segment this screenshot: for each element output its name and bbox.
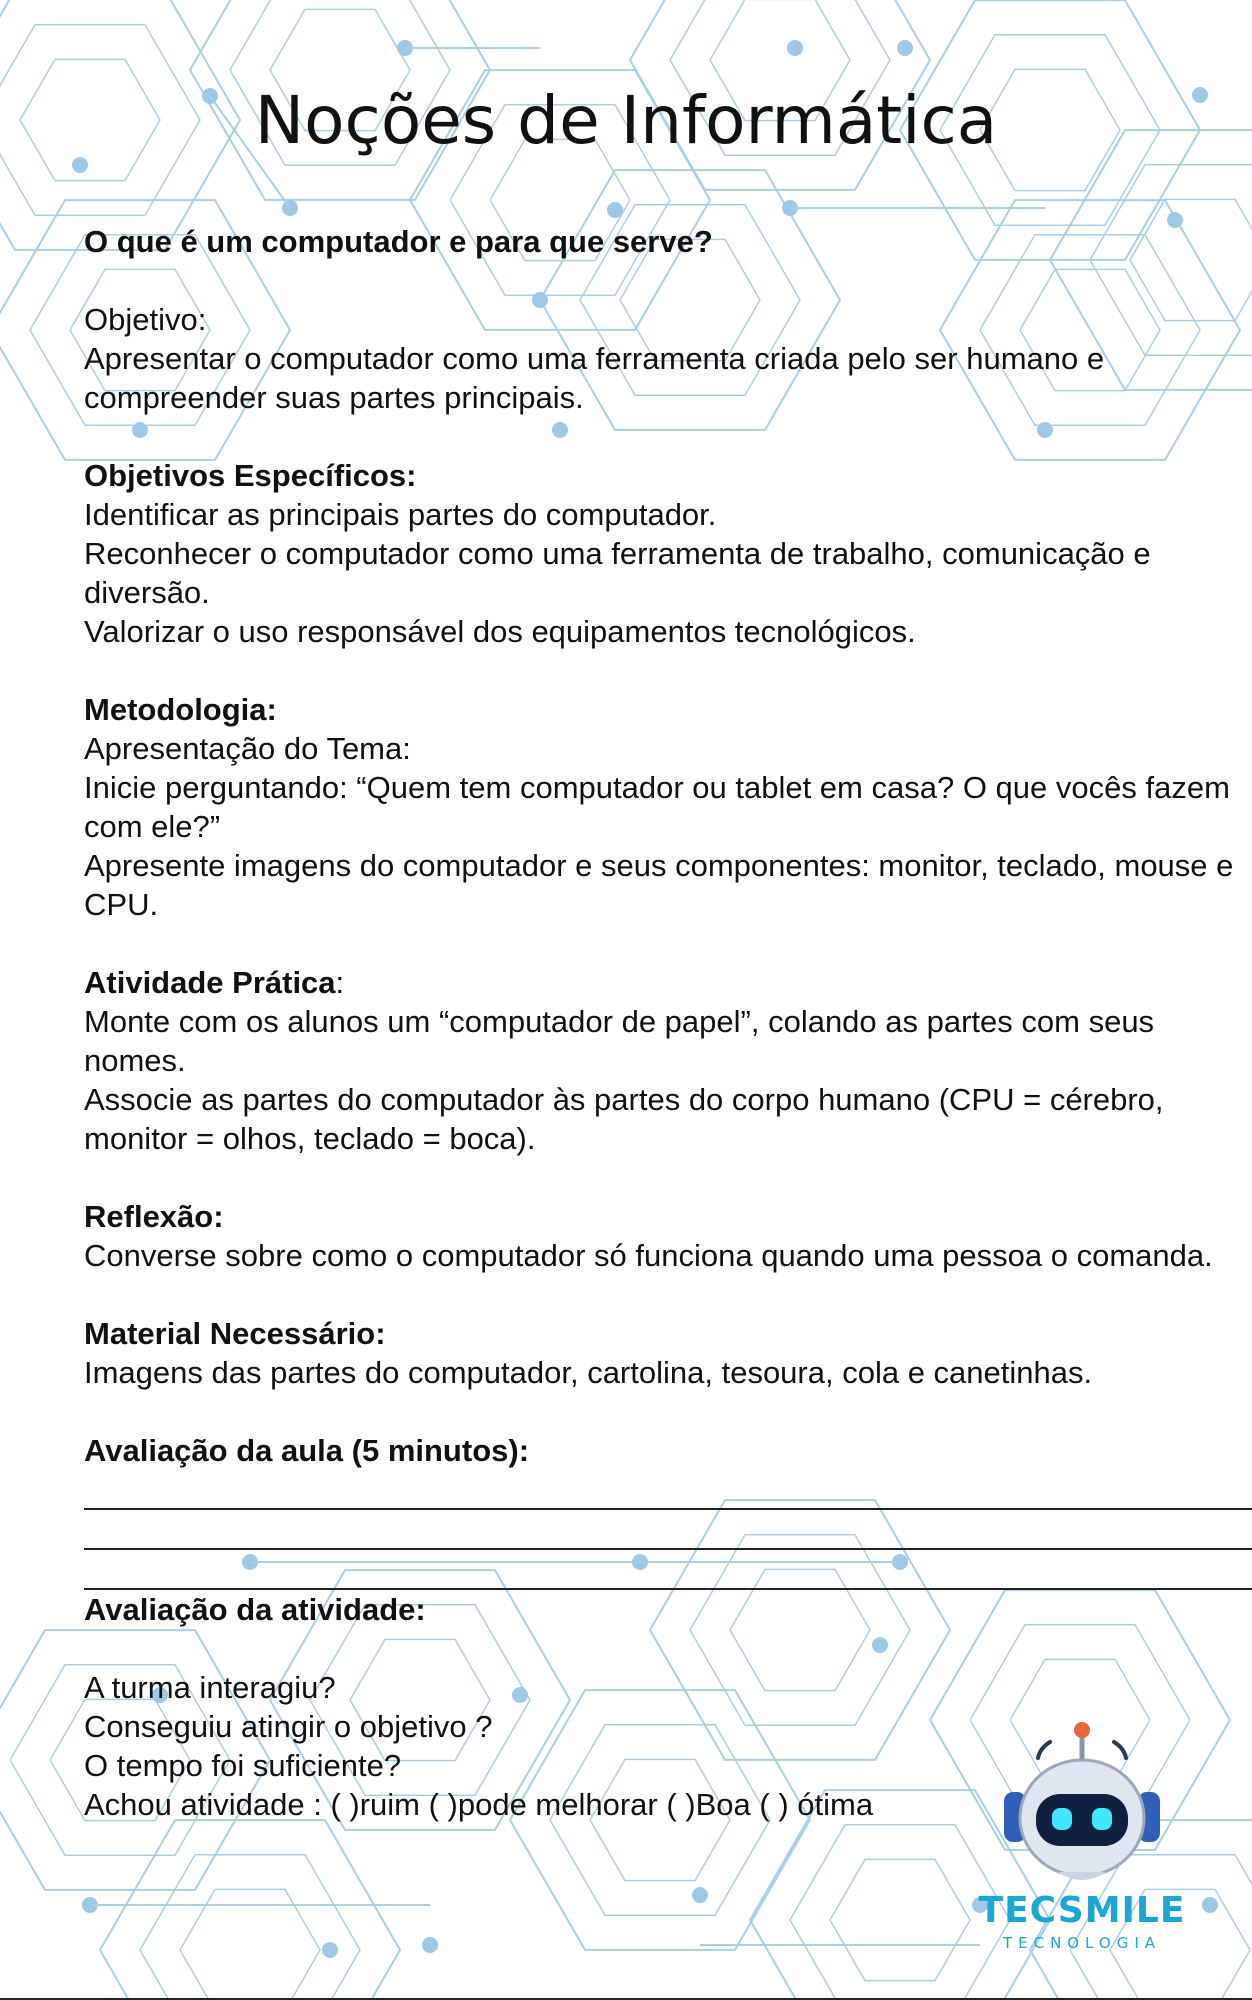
evaluation-question: O tempo foi suficiente? — [84, 1748, 402, 1783]
materials-label: Material Necessário: — [84, 1316, 386, 1351]
objective-label: Objetivo: — [84, 302, 207, 337]
practical-activity-line: Monte com os alunos um “computador de papel”, colando as partes com seus nomes. — [84, 1004, 1155, 1078]
tecsmile-logo — [962, 1722, 1202, 1954]
practical-activity-label: Atividade Prática — [84, 965, 336, 1000]
writing-line[interactable] — [84, 1550, 1252, 1590]
reflection-label: Reflexão: — [84, 1199, 224, 1234]
practical-activity-colon: : — [335, 965, 345, 1000]
specific-objectives-label: Objetivos Específicos: — [84, 458, 417, 493]
methodology-line: Inicie perguntando: “Quem tem computador ou tablet em casa? O que vocês fazem com ele?” — [84, 770, 1230, 844]
specific-objective-item: Valorizar o uso responsável dos equipamentos tecnológicos. — [84, 614, 916, 649]
practical-activity-heading — [84, 963, 1244, 1002]
reflection-text: Converse sobre como o computador só funciona quando uma pessoa o comanda. — [84, 1238, 1213, 1273]
materials-text: Imagens das partes do computador, cartolina, tesoura, cola e canetinhas. — [84, 1355, 1093, 1390]
methodology-line: Apresente imagens do computador e seus componentes: monitor, teclado, mouse e CPU. — [84, 848, 1234, 922]
main-question-heading: O que é um computador e para que serve? — [84, 224, 713, 259]
evaluation-question: Conseguiu atingir o objetivo ? — [84, 1709, 493, 1744]
specific-objective-item: Identificar as principais partes do computador. — [84, 497, 717, 532]
lesson-plan-body — [84, 222, 1244, 1824]
specific-objective-item: Reconhecer o computador como uma ferramenta de trabalho, comunicação e diversão. — [84, 536, 1151, 610]
writing-line[interactable] — [84, 1490, 1252, 1510]
logo-tagline: TECNOLOGIA — [1002, 1934, 1162, 1952]
evaluation-rating-question: Achou atividade : ( )ruim ( )pode melhorar ( )Boa ( ) ótima — [84, 1787, 874, 1822]
page-title: Noções de Informática — [254, 82, 998, 159]
evaluation-question: A turma interagiu? — [84, 1670, 336, 1705]
methodology-label: Metodologia: — [84, 692, 277, 727]
practical-activity-line: Associe as partes do computador às partes do corpo humano (CPU = cérebro, monitor = olhos, teclado = boca). — [84, 1082, 1164, 1156]
robot-icon — [962, 1722, 1202, 1892]
writing-line[interactable] — [84, 1510, 1252, 1550]
methodology-line: Apresentação do Tema: — [84, 731, 411, 766]
logo-brand-name: TECSMILE — [978, 1890, 1186, 1931]
objective-text: Apresentar o computador como uma ferramenta criada pelo ser humano e compreender suas partes principais. — [84, 341, 1105, 415]
evaluation-writing-lines — [84, 1490, 1244, 1590]
class-evaluation-label: Avaliação da aula (5 minutos): — [84, 1433, 530, 1468]
activity-evaluation-label: Avaliação da atividade: — [84, 1592, 426, 1627]
